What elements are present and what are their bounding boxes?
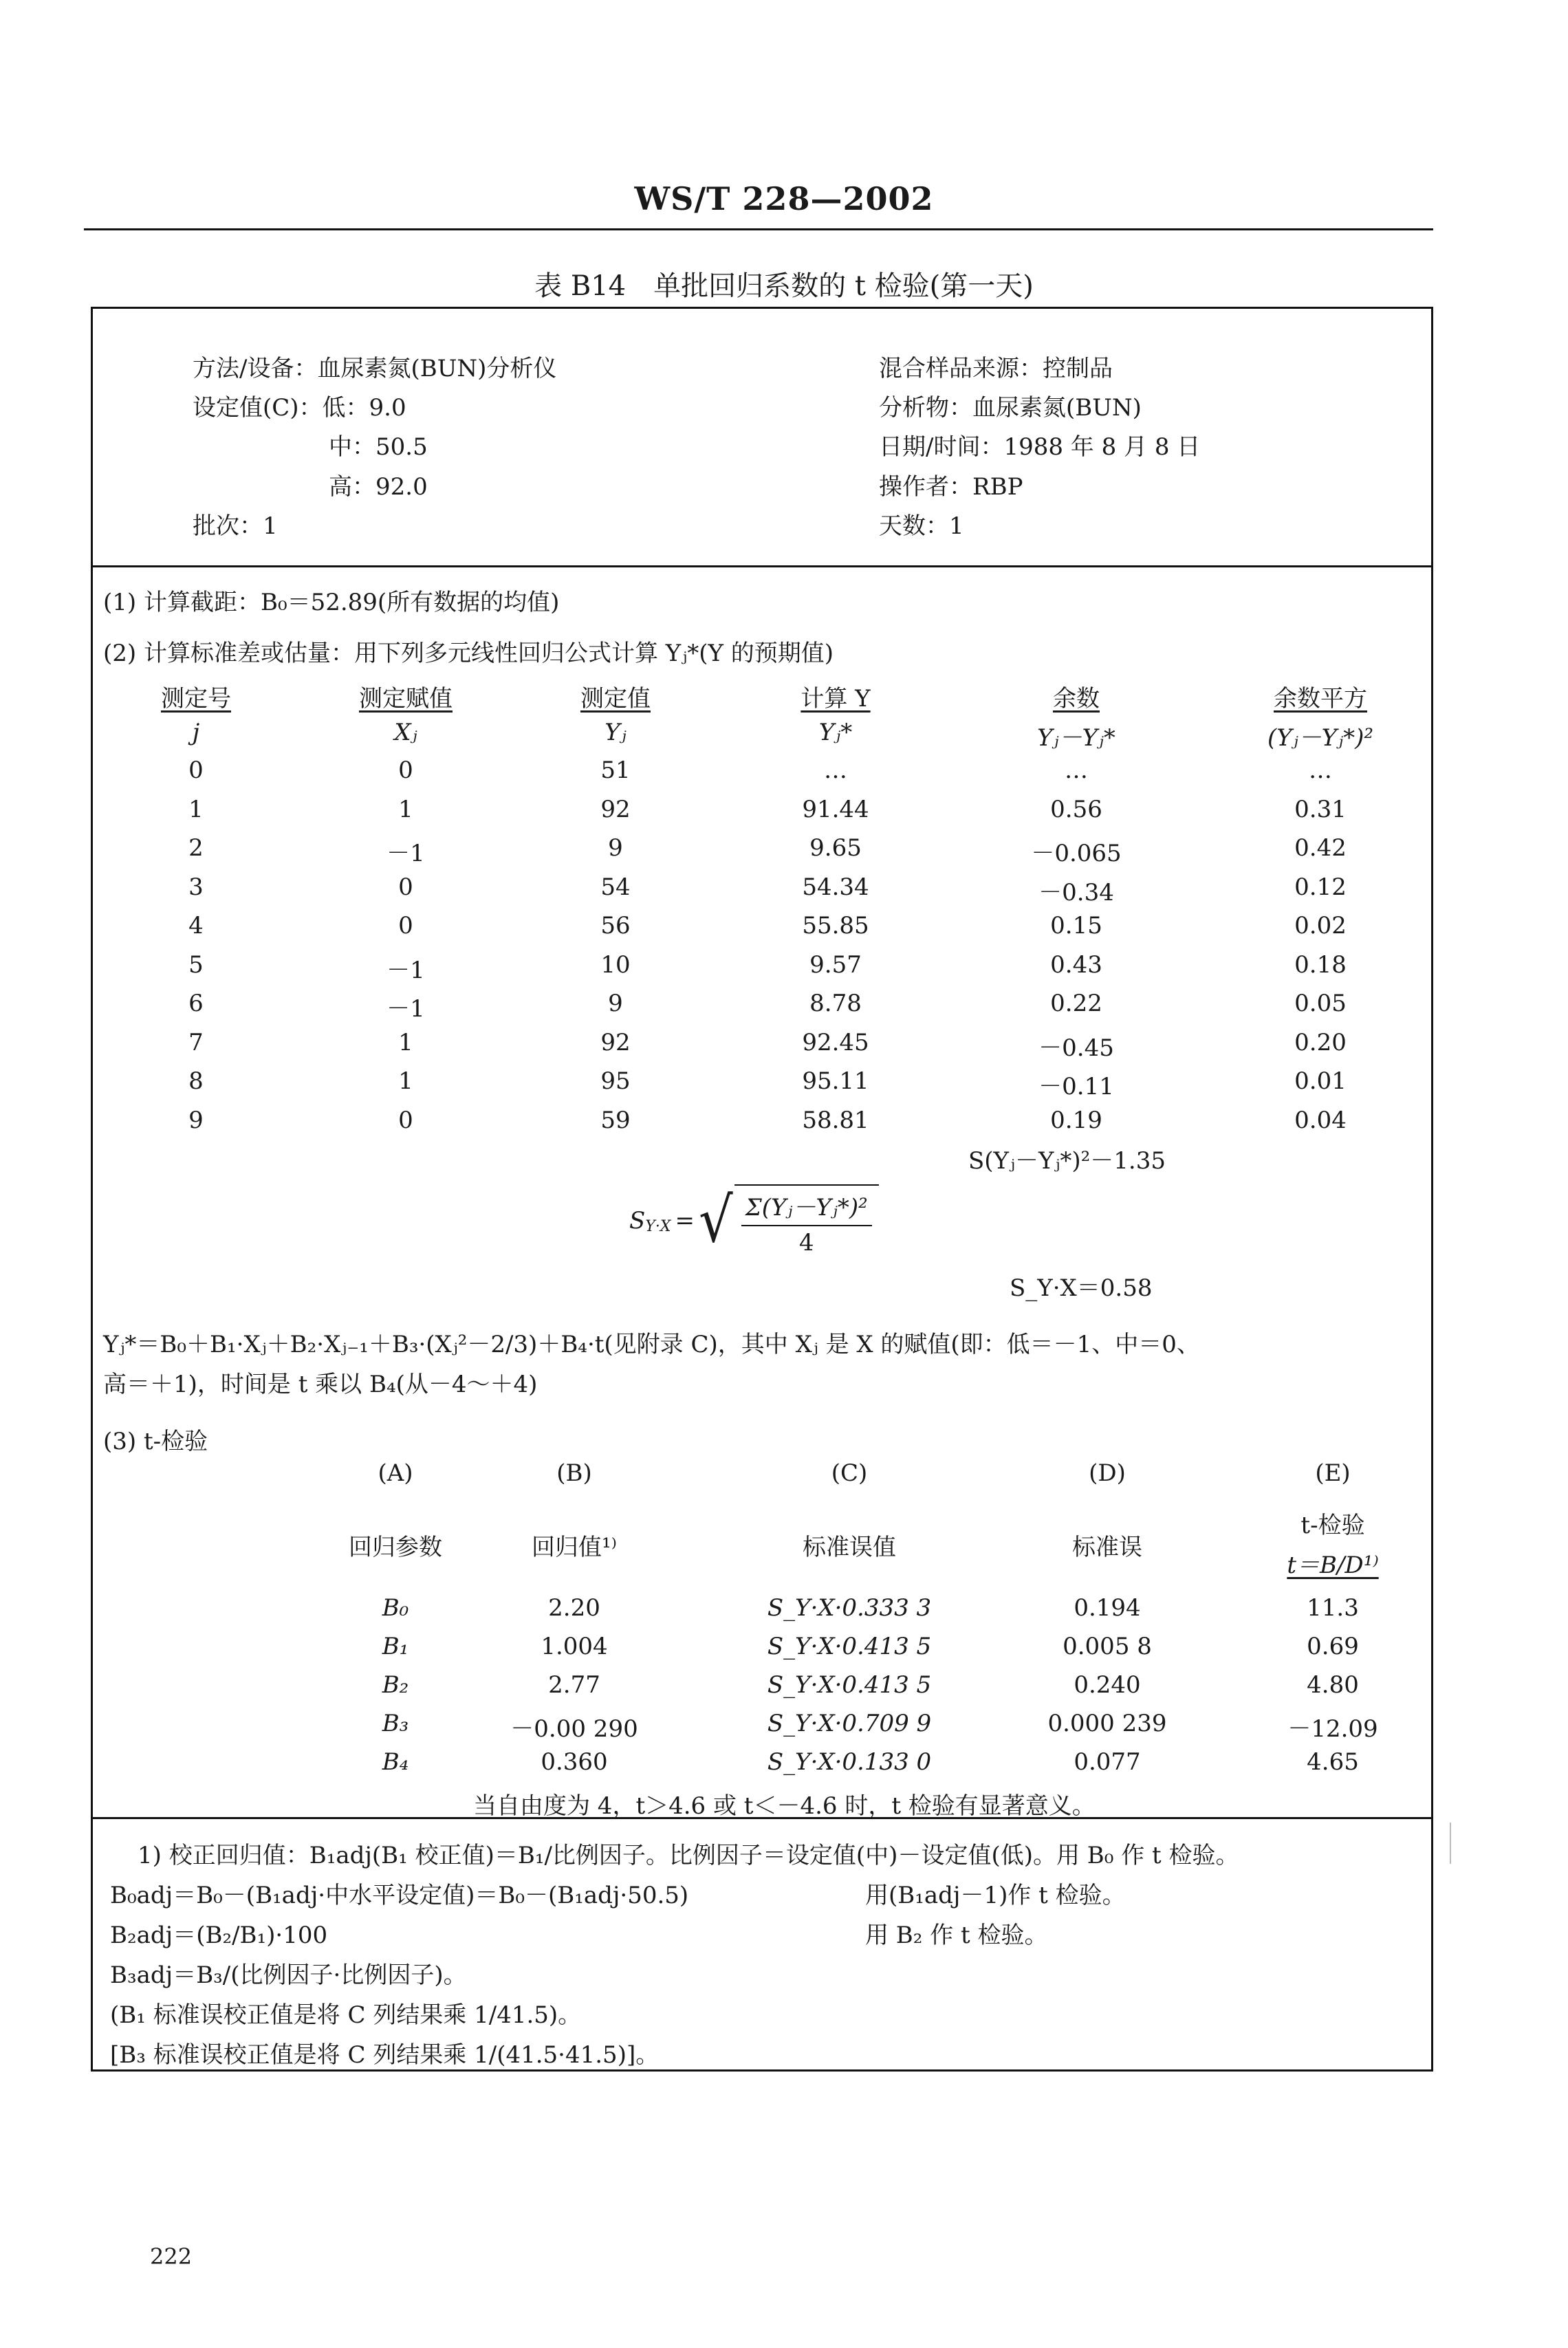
cell-calc: 9.65 xyxy=(809,834,862,862)
cell-t: 0.69 xyxy=(1307,1633,1359,1660)
cell-measured: 9 xyxy=(608,834,623,862)
cell-se: 0.240 xyxy=(1074,1671,1141,1699)
cell-calc: 58.81 xyxy=(802,1106,869,1134)
cell-calc: 54.34 xyxy=(802,873,869,901)
document-header: WS/T 228—2002 xyxy=(634,180,934,217)
cell-measured: 92 xyxy=(600,795,631,823)
col-symbol-measured: Yⱼ xyxy=(605,719,627,746)
footnote-b2-test: 用 B₂ 作 t 检验。 xyxy=(865,1922,1048,1949)
step2-std: (2) 计算标准差或估量：用下列多元线性回归公式计算 Yⱼ*(Y 的预期值) xyxy=(103,640,834,667)
std-error-formula xyxy=(629,1184,879,1257)
cell-residual-sq: 0.18 xyxy=(1294,950,1347,979)
col-header-param: 回归参数 xyxy=(349,1534,442,1561)
cell-value: 0.360 xyxy=(541,1748,608,1776)
cell-residual-sq: 0.04 xyxy=(1294,1106,1347,1134)
col-header-ttest-formula: t＝B/D¹⁾ xyxy=(1287,1552,1379,1579)
page-number: 222 xyxy=(150,2243,193,2270)
footnote-b1-se: (B₁ 标准误校正值是将 C 列结果乘 1/41.5)。 xyxy=(110,2001,582,2029)
cell-param: B₀ xyxy=(382,1594,409,1622)
info-method: 方法/设备：血尿素氮(BUN)分析仪 xyxy=(193,355,557,382)
cell-calc: 92.45 xyxy=(802,1028,869,1056)
step1-intercept: (1) 计算截距：B₀＝52.89(所有数据的均值) xyxy=(103,589,560,616)
cell-t: －12.09 xyxy=(1287,1715,1378,1743)
cell-residual-sq: … xyxy=(1309,757,1332,784)
cell-assigned: 1 xyxy=(398,1028,413,1056)
col-header-calc: 计算 Y xyxy=(801,685,871,713)
cell-assigned: 0 xyxy=(398,1106,413,1134)
cell-residual: －0.065 xyxy=(1031,840,1122,867)
step3-ttest: (3) t-检验 xyxy=(103,1428,208,1455)
cell-residual: －0.11 xyxy=(1038,1073,1114,1100)
cell-se-value: S_Y·X·0.709 9 xyxy=(767,1710,932,1737)
cell-se-value: S_Y·X·0.413 5 xyxy=(767,1671,932,1699)
cell-measured: 92 xyxy=(600,1028,631,1056)
col-symbol-run: j xyxy=(192,719,200,746)
formula-numerator: Σ(Yⱼ－Yⱼ*)² xyxy=(741,1188,872,1226)
cell-measured: 59 xyxy=(600,1106,631,1134)
cell-assigned: 1 xyxy=(398,1067,413,1095)
cell-residual-sq: 0.20 xyxy=(1294,1028,1347,1056)
cell-se-value: S_Y·X·0.333 3 xyxy=(767,1594,932,1622)
cell-measured: 95 xyxy=(600,1067,631,1095)
footnote-b3-se: [B₃ 标准误校正值是将 C 列结果乘 1/(41.5·41.5)]。 xyxy=(110,2041,660,2069)
cell-assigned: 0 xyxy=(398,873,413,901)
formula-fraction xyxy=(734,1184,879,1257)
col-letter-d: (D) xyxy=(1089,1459,1126,1487)
col-symbol-calc: Yⱼ* xyxy=(818,719,853,746)
formula-lhs-sub: Y·X xyxy=(645,1218,671,1235)
col-header-assigned: 测定赋值 xyxy=(359,685,453,713)
footnote-1: 1) 校正回归值：B₁adj(B₁ 校正值)＝B₁/比例因子。比例因子＝设定值(中)－设定值(低)。用 B₀ 作 t 检验。 xyxy=(138,1842,1239,1869)
cell-calc: 9.57 xyxy=(809,950,862,979)
footnote-b1-test: 用(B₁adj－1)作 t 检验。 xyxy=(865,1882,1126,1909)
col-header-measured: 测定值 xyxy=(580,685,651,713)
cell-calc: … xyxy=(824,757,847,784)
col-header-run: 测定号 xyxy=(161,685,231,713)
cell-residual-sq: 0.01 xyxy=(1294,1067,1347,1095)
cell-t: 4.65 xyxy=(1307,1748,1359,1776)
info-setvalue-high: 高：92.0 xyxy=(329,473,428,501)
formula-lhs: S xyxy=(629,1206,646,1235)
header-rule xyxy=(84,228,1433,230)
info-setvalue-mid: 中：50.5 xyxy=(329,433,428,461)
regression-equation-line2: 高＝＋1)，时间是 t 乘以 B₄(从－4～＋4) xyxy=(103,1371,538,1398)
info-days: 天数：1 xyxy=(879,512,964,540)
cell-run: 3 xyxy=(188,873,204,901)
cell-run: 0 xyxy=(188,757,204,784)
cell-param: B₃ xyxy=(382,1710,409,1737)
cell-residual: －0.45 xyxy=(1038,1034,1114,1062)
col-header-se-value: 标准误值 xyxy=(803,1534,896,1561)
footnote-b3adj: B₃adj＝B₃/(比例因子·比例因子)。 xyxy=(110,1961,467,1989)
col-header-se: 标准误 xyxy=(1072,1534,1142,1561)
cell-residual-sq: 0.05 xyxy=(1294,990,1347,1017)
col-header-residual-sq: 余数平方 xyxy=(1274,685,1367,713)
cell-param: B₂ xyxy=(382,1671,409,1699)
scan-mark xyxy=(1450,1823,1451,1864)
std-error-result: S_Y·X＝0.58 xyxy=(1010,1274,1153,1302)
col-letter-b: (B) xyxy=(556,1459,592,1487)
col-letter-a: (A) xyxy=(378,1459,413,1487)
col-header-residual: 余数 xyxy=(1053,685,1100,713)
cell-run: 9 xyxy=(188,1106,204,1134)
cell-measured: 10 xyxy=(600,950,631,979)
cell-se-value: S_Y·X·0.413 5 xyxy=(767,1633,932,1660)
col-header-ttest: t-检验 xyxy=(1300,1512,1365,1539)
col-letter-e: (E) xyxy=(1315,1459,1351,1487)
footnote-b0adj: B₀adj＝B₀－(B₁adj·中水平设定值)＝B₀－(B₁adj·50.5) xyxy=(110,1882,689,1909)
regression-equation-line1: Yⱼ*＝B₀＋B₁·Xⱼ＋B₂·Xⱼ₋₁＋B₃·(Xⱼ²－2/3)＋B₄·t(见附录 C)，其中 Xⱼ 是 X 的赋值(即：低＝－1、中＝0、 xyxy=(103,1331,1200,1358)
info-date: 日期/时间：1988 年 8 月 8 日 xyxy=(879,433,1201,461)
cell-calc: 95.11 xyxy=(802,1067,869,1095)
info-analyte: 分析物：血尿素氮(BUN) xyxy=(879,394,1142,422)
cell-assigned: －1 xyxy=(386,956,425,984)
cell-t: 11.3 xyxy=(1307,1594,1359,1622)
cell-residual-sq: 0.42 xyxy=(1294,834,1347,862)
info-source: 混合样品来源：控制品 xyxy=(879,355,1113,382)
cell-value: 1.004 xyxy=(541,1633,608,1660)
cell-assigned: 0 xyxy=(398,912,413,939)
cell-residual: 0.56 xyxy=(1050,795,1102,823)
cell-value: －0.00 290 xyxy=(510,1715,638,1743)
cell-assigned: 0 xyxy=(398,757,413,784)
cell-value: 2.77 xyxy=(548,1671,600,1699)
cell-param: B₄ xyxy=(382,1748,409,1776)
cell-run: 6 xyxy=(188,990,204,1017)
cell-se: 0.194 xyxy=(1074,1594,1141,1622)
cell-assigned: 1 xyxy=(398,795,413,823)
formula-denominator: 4 xyxy=(798,1229,814,1257)
cell-calc: 55.85 xyxy=(802,912,869,939)
cell-residual: 0.22 xyxy=(1050,990,1102,1017)
cell-run: 7 xyxy=(188,1028,204,1056)
info-setvalue-low: 设定值(C)：低：9.0 xyxy=(193,394,406,422)
cell-se-value: S_Y·X·0.133 0 xyxy=(767,1748,932,1776)
cell-calc: 8.78 xyxy=(809,990,862,1017)
cell-calc: 91.44 xyxy=(802,795,869,823)
cell-t: 4.80 xyxy=(1307,1671,1359,1699)
significance-note: 当自由度为 4，t＞4.6 或 t＜－4.6 时，t 检验有显著意义。 xyxy=(473,1792,1096,1820)
cell-run: 4 xyxy=(188,912,204,939)
sum-of-squares: S(Yⱼ－Yⱼ*)²－1.35 xyxy=(968,1147,1166,1175)
sqrt-icon: √ xyxy=(698,1184,733,1257)
cell-measured: 51 xyxy=(600,757,631,784)
cell-residual: 0.43 xyxy=(1050,950,1102,979)
cell-measured: 9 xyxy=(608,990,623,1017)
cell-se: 0.000 239 xyxy=(1047,1710,1167,1737)
col-symbol-residual-sq: (Yⱼ－Yⱼ*)² xyxy=(1267,724,1373,752)
cell-residual-sq: 0.31 xyxy=(1294,795,1347,823)
cell-param: B₁ xyxy=(382,1633,409,1660)
cell-run: 2 xyxy=(188,834,204,862)
info-batch: 批次：1 xyxy=(193,512,278,540)
col-symbol-assigned: Xⱼ xyxy=(394,719,417,746)
footnote-b2adj: B₂adj＝(B₂/B₁)·100 xyxy=(110,1922,328,1949)
cell-run: 5 xyxy=(188,950,204,979)
cell-assigned: －1 xyxy=(386,995,425,1023)
divider-info xyxy=(91,565,1433,567)
cell-residual: … xyxy=(1065,757,1088,784)
table-title: 表 B14 单批回归系数的 t 检验(第一天) xyxy=(534,270,1034,302)
cell-assigned: －1 xyxy=(386,840,425,867)
formula-eq: = xyxy=(675,1206,695,1235)
cell-residual-sq: 0.02 xyxy=(1294,912,1347,939)
col-symbol-residual: Yⱼ－Yⱼ* xyxy=(1037,724,1115,752)
cell-residual-sq: 0.12 xyxy=(1294,873,1347,901)
info-operator: 操作者：RBP xyxy=(879,473,1023,501)
col-header-value: 回归值¹⁾ xyxy=(532,1534,617,1561)
col-letter-c: (C) xyxy=(831,1459,868,1487)
cell-run: 8 xyxy=(188,1067,204,1095)
cell-se: 0.005 8 xyxy=(1063,1633,1152,1660)
cell-measured: 54 xyxy=(600,873,631,901)
cell-residual: －0.34 xyxy=(1038,878,1114,906)
cell-residual: 0.19 xyxy=(1050,1106,1102,1134)
cell-measured: 56 xyxy=(600,912,631,939)
cell-residual: 0.15 xyxy=(1050,912,1102,939)
cell-se: 0.077 xyxy=(1074,1748,1141,1776)
cell-value: 2.20 xyxy=(548,1594,600,1622)
cell-run: 1 xyxy=(188,795,204,823)
